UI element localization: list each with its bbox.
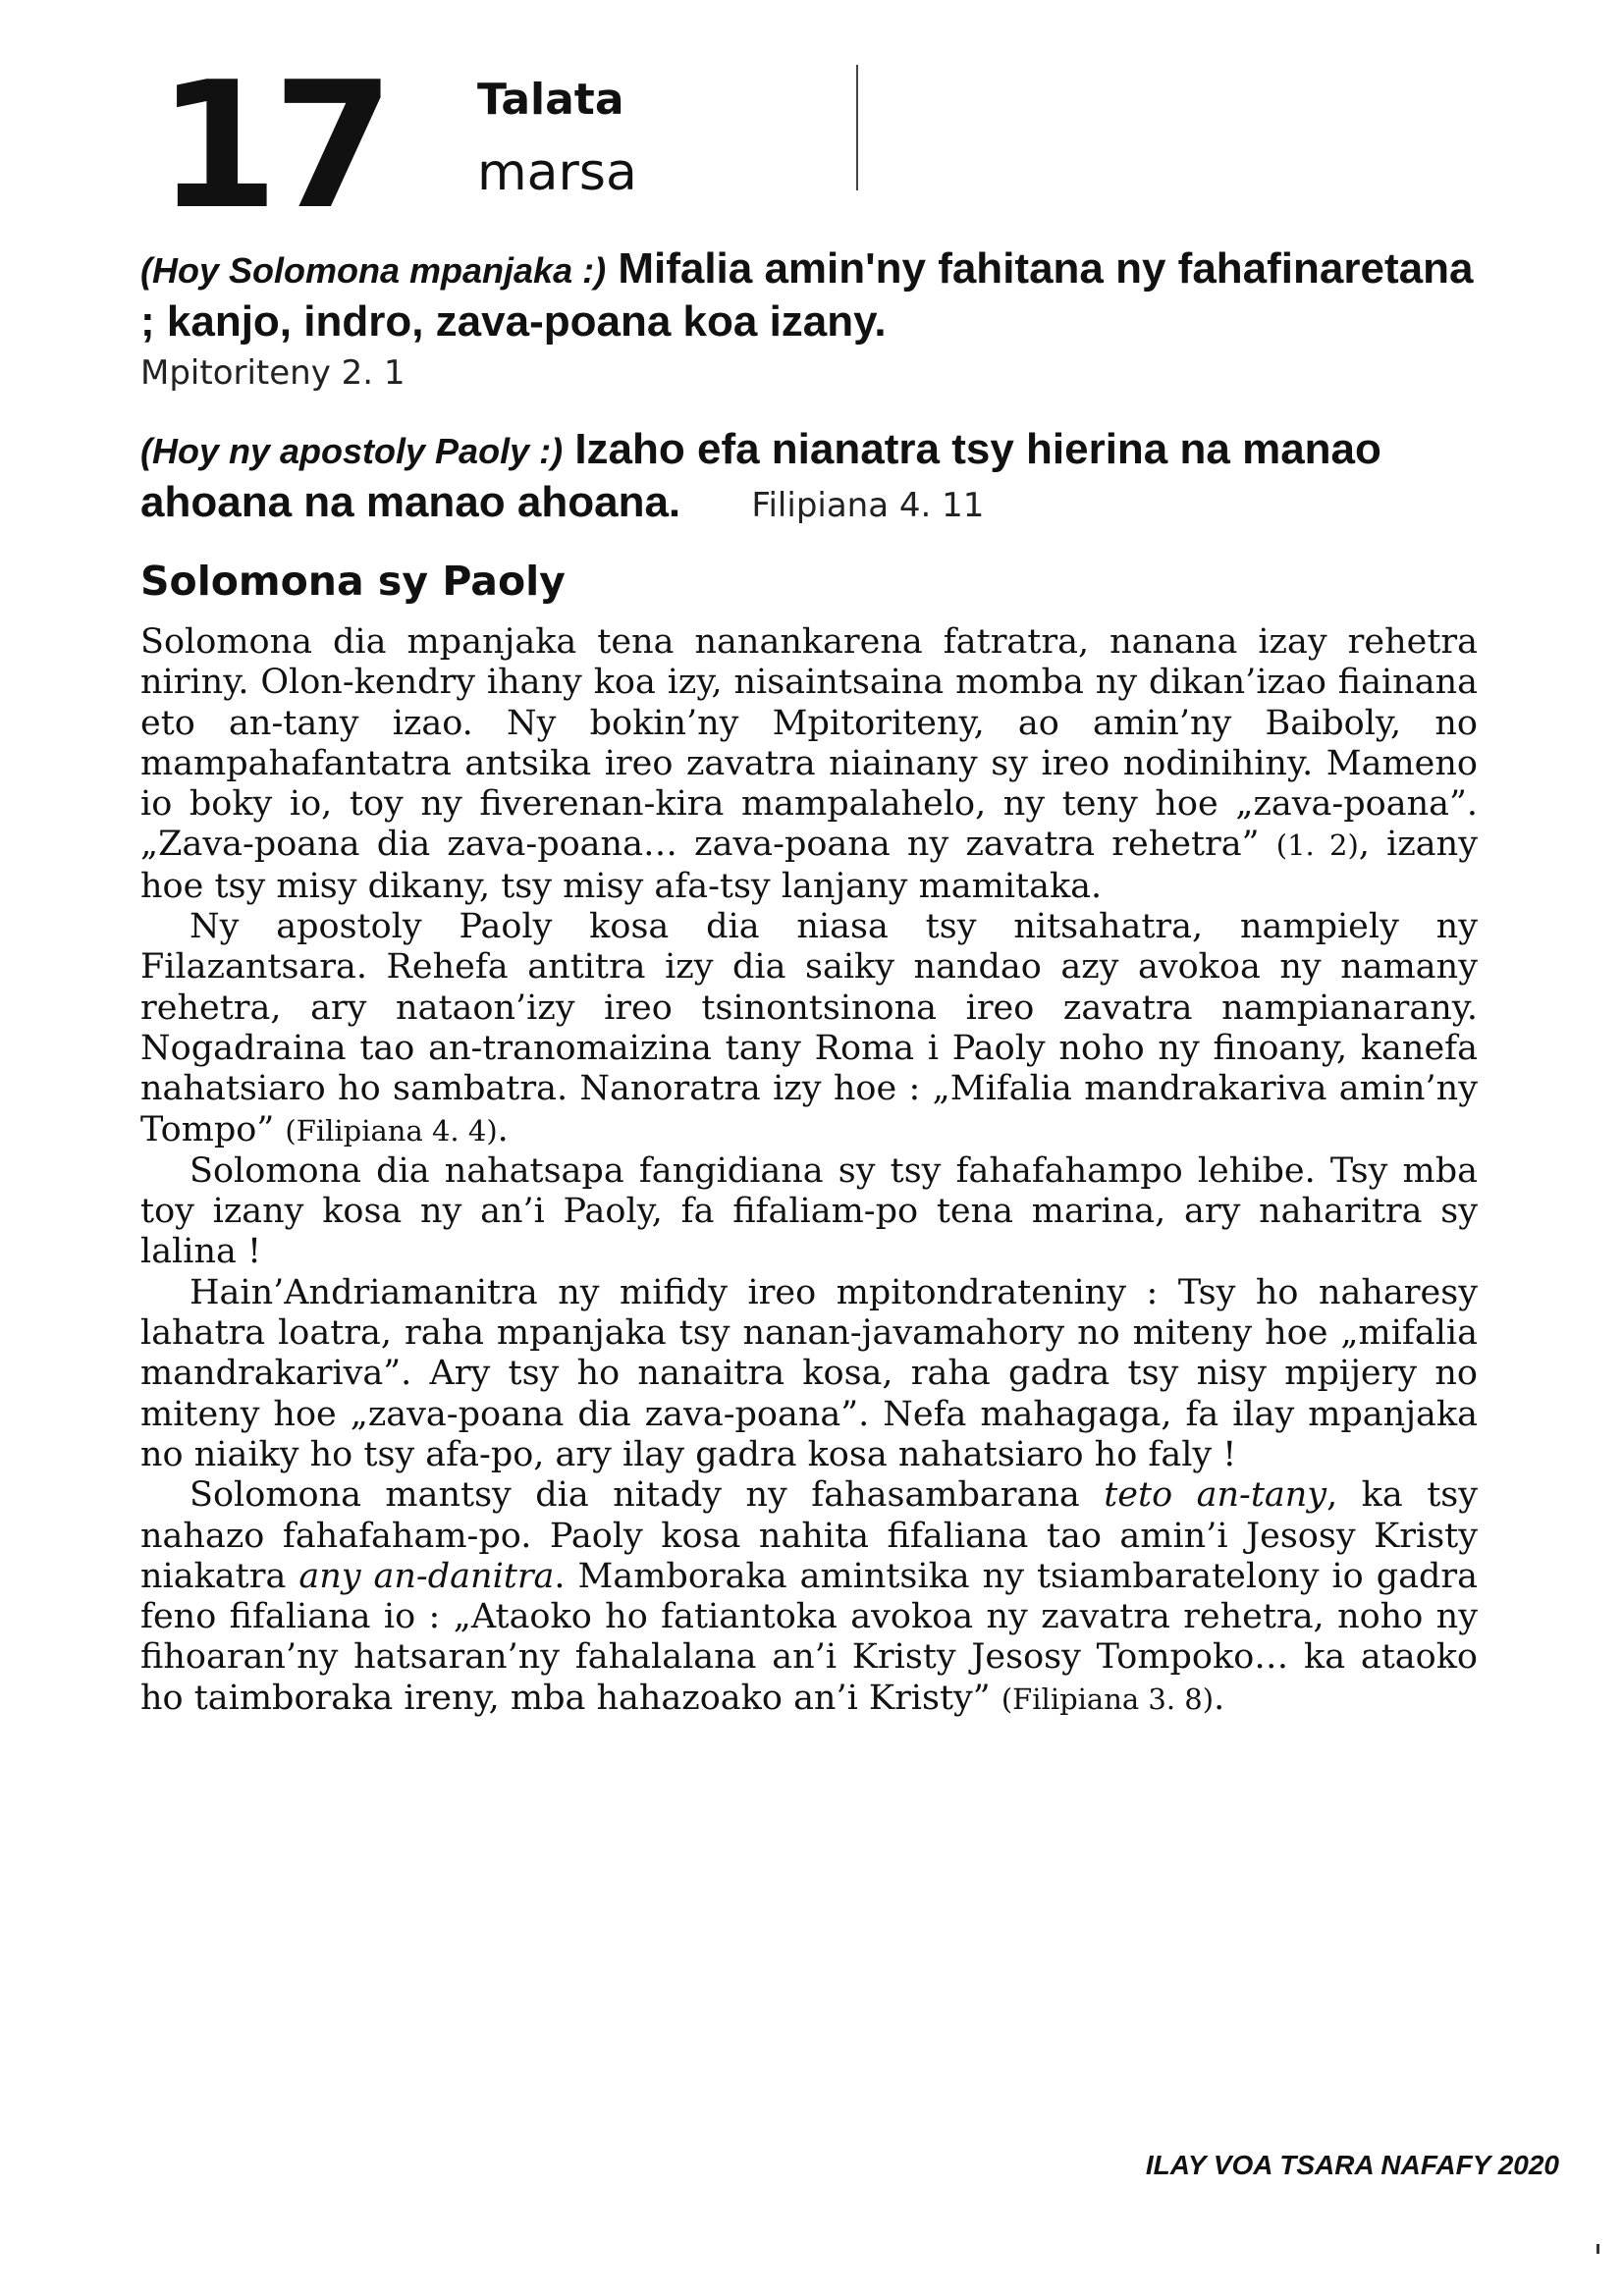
weekday: Talata <box>477 75 624 125</box>
paragraph-text: , izany hoe tsy misy dikany, tsy misy afa-tsy lanjany mamitaka. <box>140 825 1478 906</box>
article-paragraph <box>140 622 1478 907</box>
paragraph-text: Ny apostoly Paoly kosa dia niasa tsy nitsahatra, nampiely ny Filazantsara. Rehefa antitra izy dia saiky nandao azy avokoa ny namany rehetra, ary nataon’izy ireo tsinontsinona ireo zavatra nampianarany. Nogadraina tao an-tranomaizina tany Roma i Paoly noho ny finoany, kanefa nahatsiaro ho sambatra. Nanoratra izy hoe : „Mifalia mandrakariva amin’ny Tompo” <box>140 907 1478 1149</box>
article-paragraph <box>140 907 1478 1151</box>
paragraph-text: Solomona mantsy dia nitady ny fahasambarana <box>189 1475 1105 1516</box>
verse-1 <box>140 243 1486 399</box>
article-paragraph: Hain’Andriamanitra ny mifidy ireo mpitondrateniny : Tsy ho naharesy lahatra loatra, raha mpanjaka tsy nanan-javamahory no miteny hoe „mifalia mandrakariva”. Ary tsy ho nanaitra kosa, raha gadra tsy nisy mpijery no miteny hoe „zava-poana dia zava-poana”. Nefa mahagaga, fa ilay mpanjaka no niaiky ho tsy afa-po, ary ilay gadra kosa nahatsiaro ho faly ! <box>140 1272 1478 1474</box>
header-divider <box>856 65 858 190</box>
article-paragraph <box>140 1475 1478 1720</box>
verse-speaker: (Hoy Solomona mpanjaka :) <box>140 250 607 291</box>
verse-reference: Filipiana 4. 11 <box>751 486 985 525</box>
article-paragraph: Solomona dia nahatsapa fangidiana sy tsy fahafahampo lehibe. Tsy mba toy izany kosa ny an’i Paoly, fa fifaliam-po tena marina, ary naharitra sy lalina ! <box>140 1150 1478 1272</box>
emphasis-text: teto an-tany <box>1104 1475 1327 1516</box>
page-edge-mark <box>1596 2244 1599 2254</box>
emphasis-text: any an-danitra <box>298 1556 555 1596</box>
paragraph-text: . Mamboraka amintsika ny tsiambaratelony io gadra feno fifaliana io : „Ataoko ho fatiantoka avokoa ny zavatra rehetra, noho ny fihoaran’ny hatsaran’ny fahalalana an’i Kristy Jesosy Tompoko… ka ataoko ho taimboraka ireny, mba hahazoako an’i Kristy” <box>140 1556 1478 1718</box>
scripture-reference: (Filipiana 3. 8) <box>1001 1682 1215 1716</box>
verse-text: Izaho efa nianatra tsy hierina na manao ahoana na manao ahoana. <box>140 425 1381 526</box>
paragraph-text: . <box>497 1109 509 1149</box>
paragraph-text: Solomona dia mpanjaka tena nanankarena fatratra, nanana izay rehetra niriny. Olon-kendry ihany koa izy, nisaintsaina momba ny dikan’izao fiainana eto an-tany izao. Ny bokin’ny Mpitoriteny, ao amin’ny Baiboly, no mampahafantatra antsika ireo zavatra niainany sy ireo nodinihiny. Mameno io boky io, toy ny fiverenan-kira mampalahelo, ny teny hoe „zava-poana”. „Zava-poana dia zava-poana… zava-poana ny zavatra rehetra” <box>140 622 1478 865</box>
verse-reference: Mpitoriteny 2. 1 <box>140 353 406 393</box>
paragraph-text: , ka tsy nahazo fahafaham-po. Paoly kosa nahita fifaliana tao amin’i Jesosy Kristy niakatra <box>140 1475 1478 1596</box>
scripture-reference: (Filipiana 4. 4) <box>285 1113 498 1148</box>
publication-footer: ILAY VOA TSARA NAFAFY 2020 <box>1145 2150 1559 2180</box>
article-title: Solomona sy Paoly <box>140 558 566 605</box>
scripture-reference: (1. 2) <box>1275 828 1359 863</box>
verse-speaker: (Hoy ny apostoly Paoly :) <box>140 431 564 471</box>
paragraph-text: . <box>1214 1678 1225 1718</box>
verse-2 <box>140 424 1486 531</box>
month: marsa <box>477 143 637 202</box>
day-number: 17 <box>157 44 389 247</box>
verse-text: Mifalia amin'ny fahitana ny fahafinaretana ; kanjo, indro, zava-poana koa izany. <box>140 244 1474 346</box>
article-body <box>140 622 1478 1720</box>
daily-verses <box>140 243 1486 531</box>
